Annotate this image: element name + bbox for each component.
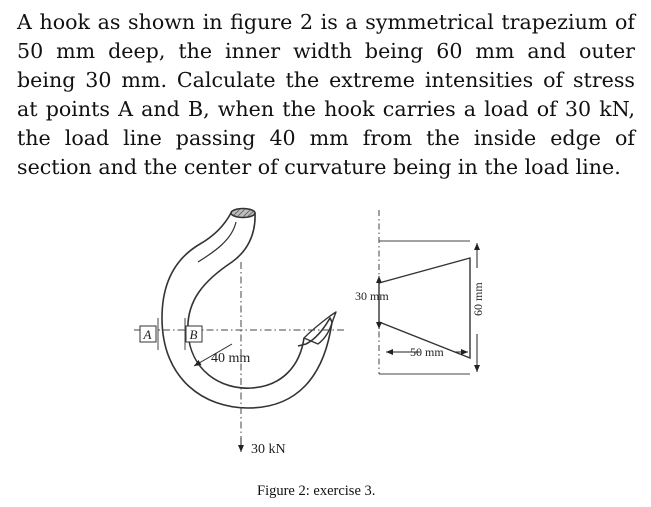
problem-statement: A hook as shown in figure 2 is a symmetrical trapezium of 50 mm deep, the inner width being 60 mm and outer being 30 mm. Calculate the extreme intensities of stress at points A and B, when the hook carries a load of 30 kN, the load line passing 40 mm from the inside edge of section and the center of curvature being in the load line.	[17, 10, 635, 179]
outer-width-label: 30 mm	[355, 289, 389, 303]
offset-label: 40 mm	[211, 351, 251, 366]
trapezium-section	[355, 210, 485, 374]
point-b-label: B	[189, 327, 198, 342]
inner-width-label: 60 mm	[471, 282, 485, 316]
hook-outer-edge	[162, 213, 332, 408]
figure-caption: Figure 2: exercise 3.	[257, 483, 376, 499]
crane-hook	[162, 209, 336, 409]
depth-label: 50 mm	[410, 345, 444, 359]
trapezium-outline	[379, 258, 470, 358]
point-a-label: A	[143, 327, 152, 342]
load-label: 30 kN	[251, 442, 286, 457]
